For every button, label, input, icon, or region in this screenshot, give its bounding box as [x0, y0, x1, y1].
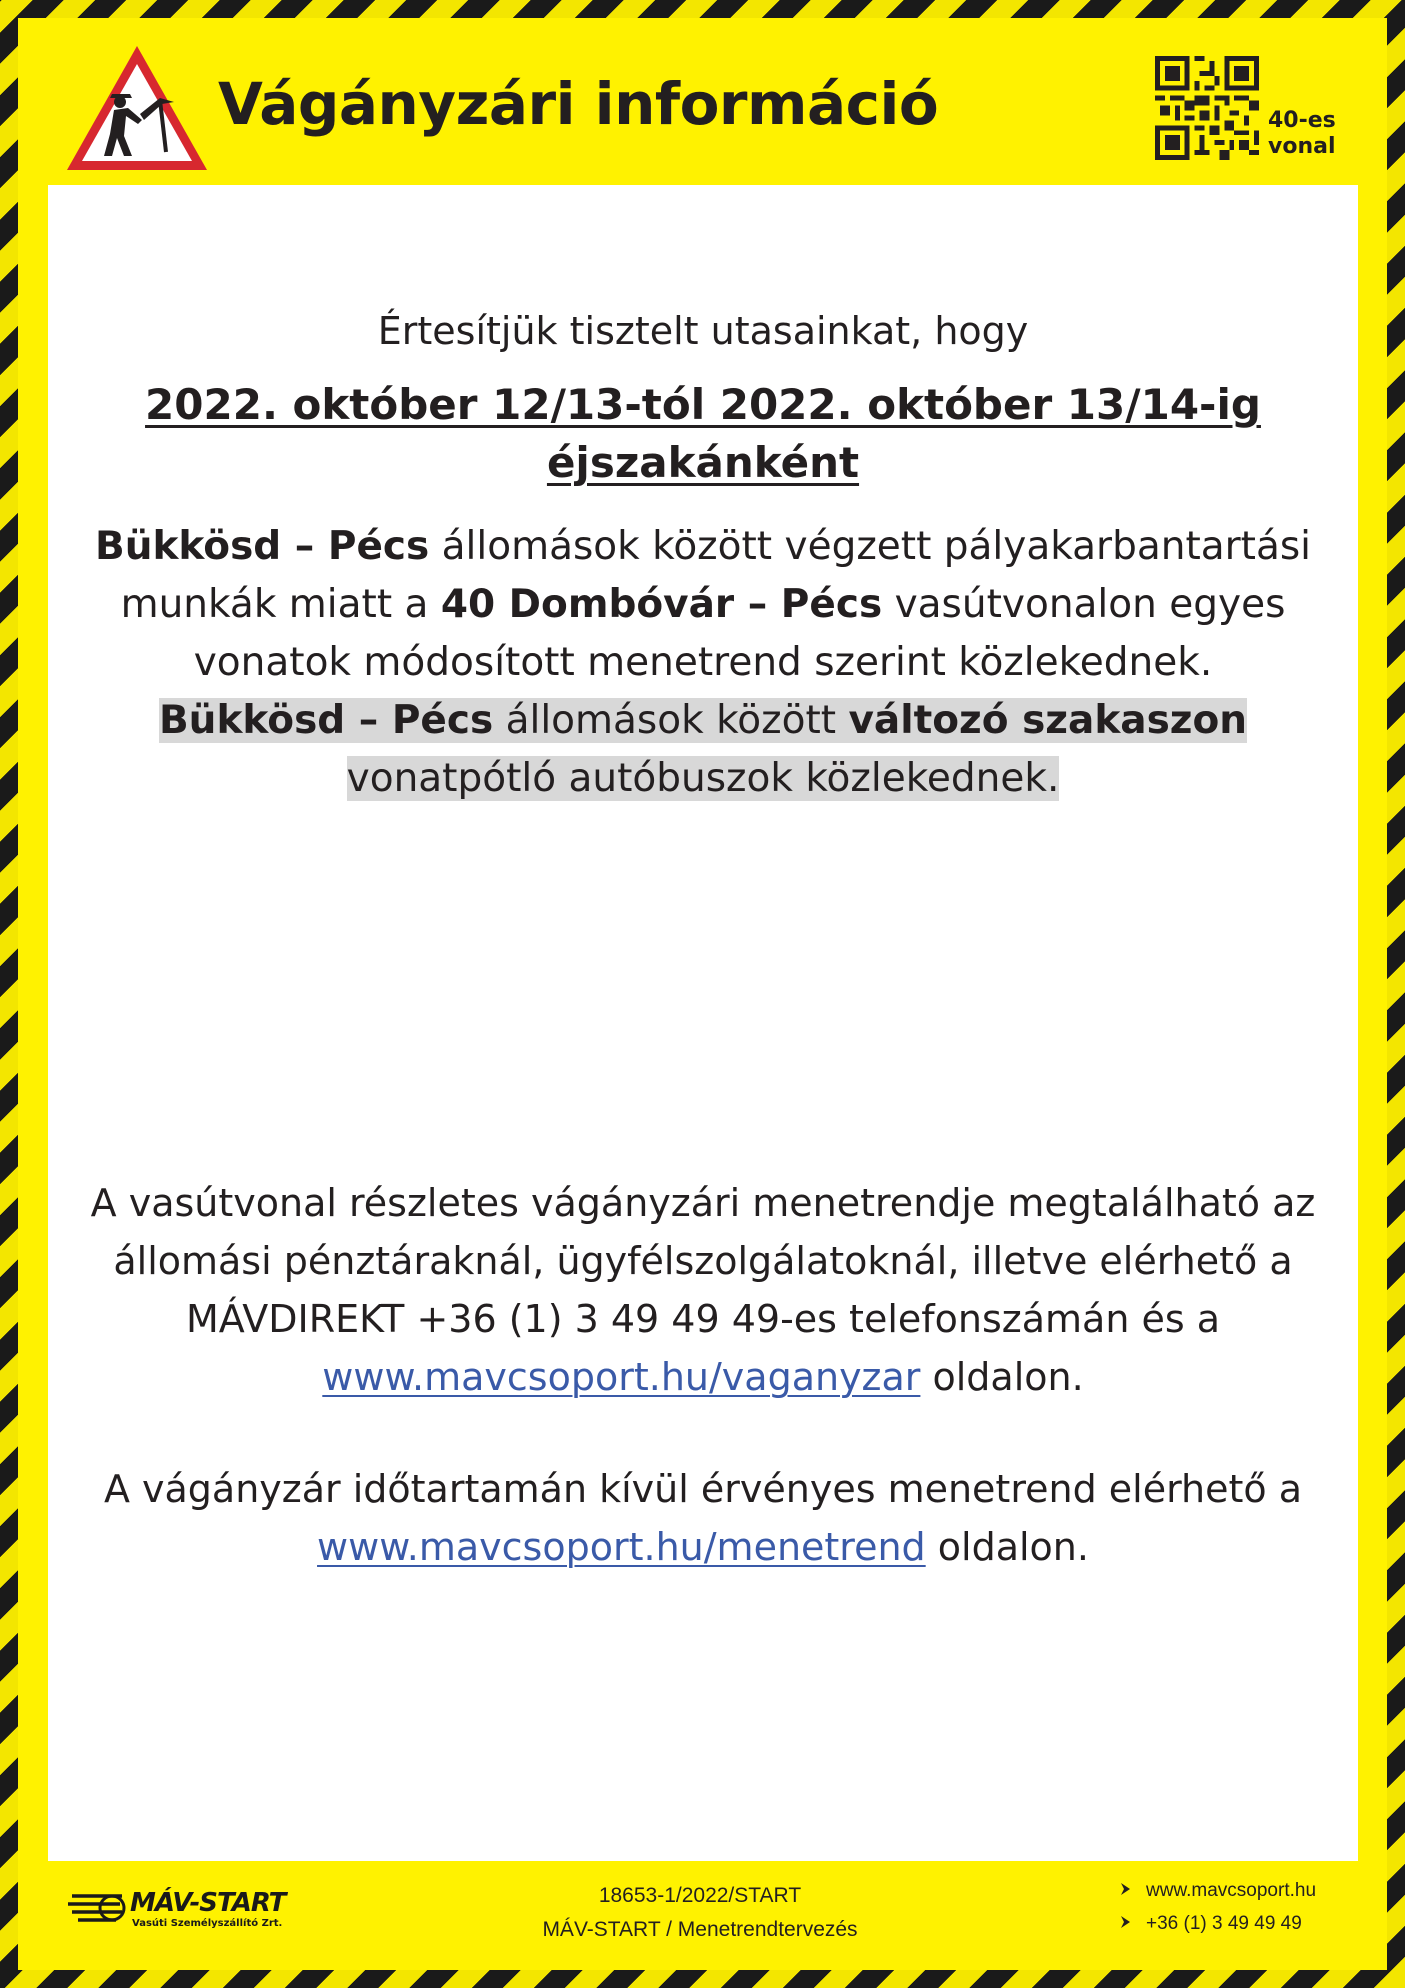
notice-paragraph [48, 518, 1358, 808]
line-number: 40-es [1268, 108, 1336, 133]
line-label [1268, 108, 1336, 160]
logo-subtitle: Vasúti Személyszállító Zrt. [132, 1918, 283, 1929]
arrow-right-icon [1120, 1882, 1132, 1896]
notice-text: munkák miatt a [120, 582, 441, 627]
phone-text: +36 (1) 3 49 49 49 [1146, 1913, 1302, 1934]
notice-text: állomások között [493, 698, 849, 743]
info-text: MÁVDIREKT +36 (1) 3 49 49 49-es telefonszámán és a [185, 1297, 1221, 1341]
timetable-info [48, 1174, 1358, 1406]
notice-text: állomások között végzett pályakarbantartási [429, 524, 1312, 569]
intro-text: Értesítjük tisztelt utasainkat, hogy [377, 309, 1029, 353]
highlighted-notice [159, 698, 1247, 743]
track-worker-warning-icon [62, 40, 212, 176]
website-text: www.mavcsoport.hu [1146, 1880, 1317, 1901]
vaganyzar-link[interactable]: www.mavcsoport.hu/vaganyzar [322, 1355, 921, 1399]
logo-name: MÁV-START [130, 1888, 286, 1918]
arrow-right-icon [1120, 1915, 1132, 1929]
info-text: állomási pénztáraknál, ügyfélszolgálatoknál, illetve elérhető a [113, 1239, 1293, 1283]
info-text: A vágányzár időtartamán kívül érvényes menetrend elérhető a [103, 1467, 1303, 1511]
variable-section-label: változó szakaszon [848, 698, 1248, 743]
reference-number: 18653-1/2022/START [598, 1884, 802, 1907]
date-range [48, 376, 1358, 492]
notice-text: vasútvonalon egyes [882, 582, 1286, 627]
nightly-label: éjszakánként [546, 438, 860, 487]
line-word: vonal [1268, 134, 1336, 159]
info-text: A vasútvonal részletes vágányzári menetrendje megtalálható az [90, 1181, 1316, 1225]
section-name: Bükkösd – Pécs [158, 698, 494, 743]
info-text: oldalon. [925, 1525, 1089, 1569]
department: MÁV-START / Menetrendtervezés [542, 1918, 858, 1941]
railway-line-name: 40 Dombóvár – Pécs [440, 582, 883, 627]
bus-replacement-text: vonatpótló autóbuszok közlekednek. [346, 756, 1060, 801]
menetrend-link[interactable]: www.mavcsoport.hu/menetrend [317, 1525, 926, 1569]
footer-phone[interactable] [1120, 1913, 1302, 1935]
regular-timetable-info [48, 1460, 1358, 1576]
section-name: Bükkösd – Pécs [94, 524, 430, 569]
info-text: oldalon. [920, 1355, 1084, 1399]
footer-website[interactable] [1120, 1880, 1316, 1902]
page-title: Vágányzári információ [218, 70, 939, 138]
date-range-line: 2022. október 12/13-tól 2022. október 13/14-ig [145, 380, 1261, 429]
notice-text: vonatok módosított menetrend szerint közlekednek. [193, 640, 1213, 685]
qr-code-icon[interactable] [1155, 56, 1259, 160]
